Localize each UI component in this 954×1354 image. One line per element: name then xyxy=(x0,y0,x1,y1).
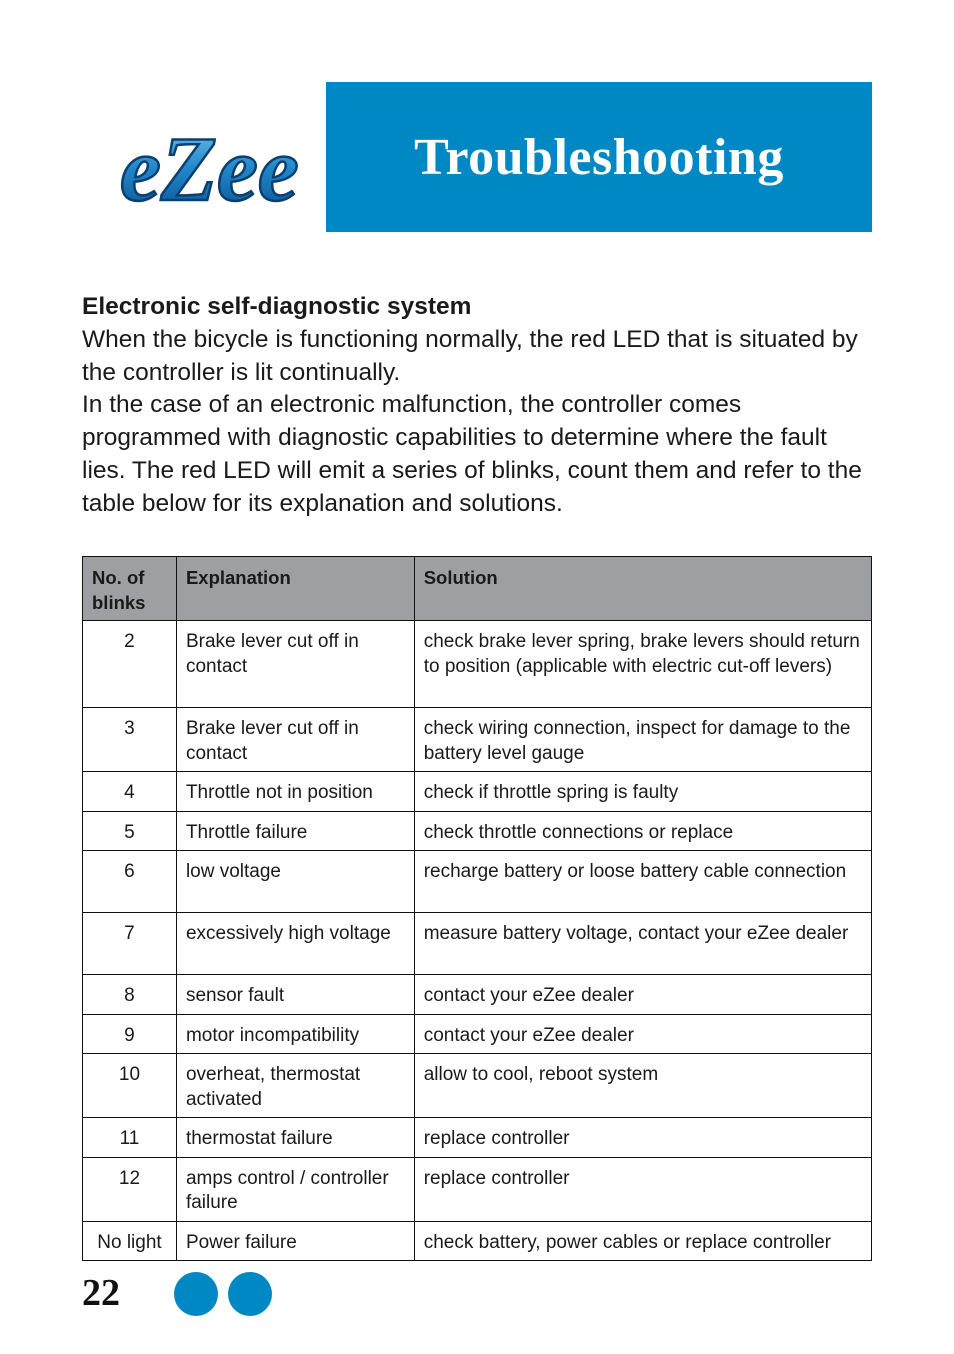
page-number: 22 xyxy=(82,1272,120,1314)
table-row xyxy=(83,1014,872,1054)
blink-codes-table xyxy=(82,556,872,1261)
solution-cell: recharge battery or loose battery cable connection xyxy=(414,851,871,913)
solution-cell: replace controller xyxy=(414,1157,871,1221)
explanation-cell: amps control / controller failure xyxy=(176,1157,414,1221)
blinks-cell: 6 xyxy=(83,851,177,913)
table-row xyxy=(83,975,872,1015)
explanation-cell: Brake lever cut off in contact xyxy=(176,708,414,772)
table-header-row xyxy=(83,557,872,621)
table-row xyxy=(83,851,872,913)
ezee-logo-icon xyxy=(112,88,312,223)
column-header-solution: Solution xyxy=(414,557,871,621)
solution-cell: measure battery voltage, contact your eZee dealer xyxy=(414,913,871,975)
page-marker-dot xyxy=(174,1272,218,1316)
solution-cell: replace controller xyxy=(414,1118,871,1158)
blinks-cell: 4 xyxy=(83,772,177,812)
solution-cell: check if throttle spring is faulty xyxy=(414,772,871,812)
table-row xyxy=(83,1054,872,1118)
table-row xyxy=(83,708,872,772)
solution-cell: check brake lever spring, brake levers should return to position (applicable with electric cut-off levers) xyxy=(414,621,871,708)
blinks-cell: 5 xyxy=(83,811,177,851)
solution-cell: check battery, power cables or replace controller xyxy=(414,1221,871,1261)
blinks-cell: 9 xyxy=(83,1014,177,1054)
title-banner xyxy=(326,82,872,232)
page-title: Troubleshooting xyxy=(414,128,784,186)
column-header-explanation: Explanation xyxy=(176,557,414,621)
explanation-cell: Throttle failure xyxy=(176,811,414,851)
blinks-cell: 2 xyxy=(83,621,177,708)
table-row xyxy=(83,811,872,851)
table-row xyxy=(83,1221,872,1261)
solution-cell: check wiring connection, inspect for damage to the battery level gauge xyxy=(414,708,871,772)
table-row xyxy=(83,913,872,975)
explanation-cell: overheat, thermostat activated xyxy=(176,1054,414,1118)
solution-cell: contact your eZee dealer xyxy=(414,1014,871,1054)
explanation-cell: sensor fault xyxy=(176,975,414,1015)
solution-cell: contact your eZee dealer xyxy=(414,975,871,1015)
explanation-cell: Brake lever cut off in contact xyxy=(176,621,414,708)
explanation-cell: low voltage xyxy=(176,851,414,913)
table-row xyxy=(83,1118,872,1158)
blinks-cell: 7 xyxy=(83,913,177,975)
blinks-cell: 12 xyxy=(83,1157,177,1221)
blinks-cell: No light xyxy=(83,1221,177,1261)
solution-cell: allow to cool, reboot system xyxy=(414,1054,871,1118)
explanation-cell: excessively high voltage xyxy=(176,913,414,975)
intro-paragraph-1: When the bicycle is functioning normally, the red LED that is situated by the controller is lit continually. xyxy=(82,325,858,386)
intro-section xyxy=(82,291,872,521)
explanation-cell: Power failure xyxy=(176,1221,414,1261)
solution-cell: check throttle connections or replace xyxy=(414,811,871,851)
explanation-cell: thermostat failure xyxy=(176,1118,414,1158)
table-row xyxy=(83,772,872,812)
blinks-cell: 10 xyxy=(83,1054,177,1118)
ezee-logo xyxy=(112,88,312,223)
blinks-cell: 11 xyxy=(83,1118,177,1158)
column-header-blinks: No. of blinks xyxy=(83,557,177,621)
section-heading: Electronic self-diagnostic system xyxy=(82,293,472,320)
svg-text:eZee: eZee xyxy=(120,118,299,220)
blinks-cell: 3 xyxy=(83,708,177,772)
explanation-cell: Throttle not in position xyxy=(176,772,414,812)
table-row xyxy=(83,1157,872,1221)
page-marker-dot xyxy=(228,1272,272,1316)
table-row xyxy=(83,621,872,708)
intro-paragraph-2: In the case of an electronic malfunction, the controller comes programmed with diagnostic capabilities to determine where the fault lies. The red LED will emit a series of blinks, count them and refer to the table below for its explanation and solutions. xyxy=(82,391,862,517)
explanation-cell: motor incompatibility xyxy=(176,1014,414,1054)
blinks-cell: 8 xyxy=(83,975,177,1015)
